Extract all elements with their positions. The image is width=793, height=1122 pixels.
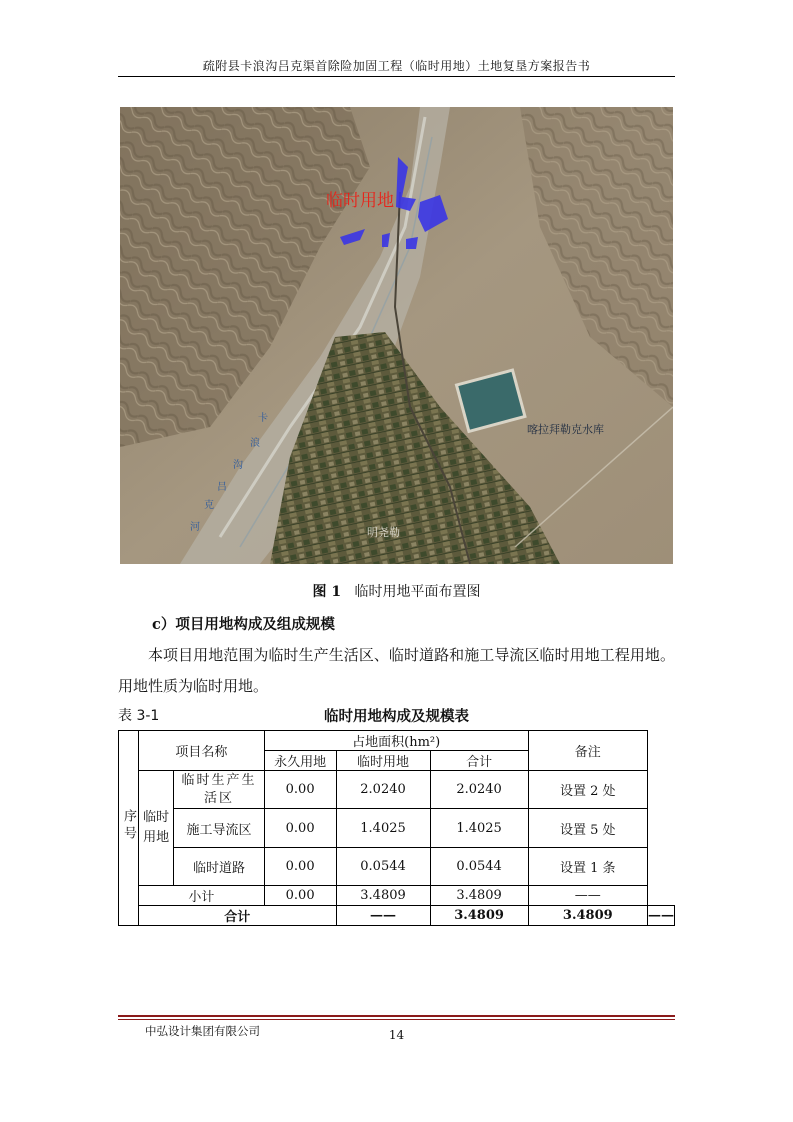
row-name: 临时生产生活区: [174, 771, 265, 809]
river-label-char: 克: [204, 500, 214, 511]
row-remark: 设置 1 条: [528, 848, 647, 886]
project-name-header: 项目名称: [139, 731, 265, 771]
temp-land-label: 临时用地: [326, 191, 394, 211]
footer-company: 中弘设计集团有限公司: [145, 1024, 260, 1038]
village-label: 明尧勒: [367, 526, 400, 539]
row-temporary: 0.0544: [336, 848, 430, 886]
row-total: 1.4025: [430, 809, 528, 848]
grand-total-row: [119, 906, 675, 926]
row-permanent: 0.00: [264, 809, 336, 848]
header-rule: [118, 76, 675, 77]
row-temporary: 1.4025: [336, 809, 430, 848]
table-row: [119, 809, 675, 848]
table-row: [119, 848, 675, 886]
row-name: 临时道路: [174, 848, 265, 886]
river-label-char: 卡: [258, 413, 268, 424]
row-permanent: 0.00: [264, 848, 336, 886]
subtotal-label: 小计: [139, 886, 265, 906]
satellite-map: [120, 107, 673, 564]
figure-caption: [0, 581, 793, 601]
figure-caption-text: 临时用地平面布置图: [354, 584, 481, 600]
temporary-header: 临时用地: [336, 751, 430, 771]
table-row: [119, 771, 675, 809]
river-label-char: 沟: [233, 460, 243, 471]
row-temporary: 2.0240: [336, 771, 430, 809]
section-heading: c）项目用地构成及组成规模: [152, 616, 335, 633]
permanent-header: 永久用地: [264, 751, 336, 771]
reservoir-label: 喀拉拜勒克水库: [527, 423, 604, 436]
page-header-title: 疏附县卡浪沟吕克渠首除险加固工程（临时用地）土地复垦方案报告书: [202, 59, 591, 73]
grand-total-label: 合计: [139, 906, 337, 926]
table-label: 表 3-1: [118, 708, 160, 724]
figure-number: 图 1: [312, 584, 342, 600]
grand-total-total: 3.4809: [528, 906, 647, 926]
group-label: 临时用地: [139, 771, 174, 886]
footer-rule: [118, 1015, 675, 1017]
grand-total-permanent: ——: [336, 906, 430, 926]
subtotal-remark: ——: [528, 886, 647, 906]
land-use-table: [118, 730, 675, 926]
row-total: 0.0544: [430, 848, 528, 886]
subtotal-row: [119, 886, 675, 906]
row-total: 2.0240: [430, 771, 528, 809]
river-label-char: 吕: [217, 482, 227, 493]
page-number: 14: [388, 1028, 405, 1042]
river-label-char: 浪: [250, 438, 260, 449]
river-label-char: 河: [190, 522, 200, 533]
table-title: 临时用地构成及规模表: [324, 709, 469, 725]
grand-total-remark: ——: [648, 906, 675, 926]
row-remark: 设置 2 处: [528, 771, 647, 809]
seq-header: 序号: [119, 731, 139, 926]
subtotal-permanent: 0.00: [264, 886, 336, 906]
footer-rule: [118, 1019, 675, 1020]
subtotal-total: 3.4809: [430, 886, 528, 906]
grand-total-temporary: 3.4809: [430, 906, 528, 926]
body-paragraph: 本项目用地范围为临时生产生活区、临时道路和施工导流区临时用地工程用地。用地性质为临时用地。: [118, 646, 675, 695]
satellite-map-figure: [120, 107, 673, 564]
total-header: 合计: [430, 751, 528, 771]
row-name: 施工导流区: [174, 809, 265, 848]
subtotal-temporary: 3.4809: [336, 886, 430, 906]
area-header: 占地面积(hm²): [264, 731, 528, 751]
row-permanent: 0.00: [264, 771, 336, 809]
row-remark: 设置 5 处: [528, 809, 647, 848]
remarks-header: 备注: [528, 731, 647, 771]
